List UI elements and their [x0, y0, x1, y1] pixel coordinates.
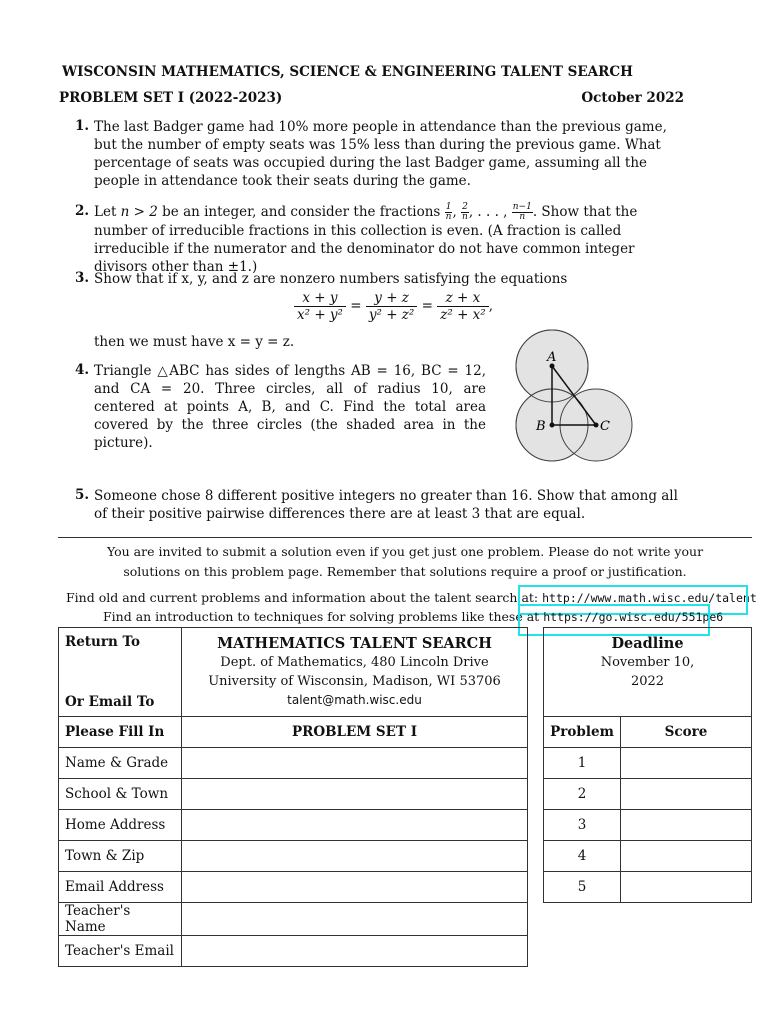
town-zip-field[interactable]: [182, 841, 528, 872]
please-fill-in-label: Please Fill In: [59, 717, 182, 748]
problem-1-text: The last Badger game had 10% more people in attendance than the previous game, but the number of empty seats was 15% less than during the previous game. What percentage of seats was occupied during the last Badger game, assuming all the people in attendance took their seats during the game.: [94, 119, 667, 189]
problem-number: 2.: [75, 203, 90, 219]
intro-techniques-link[interactable]: https://go.wisc.edu/551pe6: [543, 610, 724, 624]
deadline-year: 2022: [630, 674, 665, 689]
label-b: B: [536, 419, 546, 434]
problem-number: 3.: [75, 270, 90, 286]
label-a: A: [547, 350, 557, 365]
org-email[interactable]: talent@math.wisc.edu: [287, 693, 422, 707]
divider: [58, 537, 752, 538]
page-title: WISCONSIN MATHEMATICS, SCIENCE & ENGINEERING TALENT SEARCH: [62, 64, 633, 80]
problem-column-header: Problem: [544, 717, 621, 748]
problem-number: 4.: [75, 362, 90, 378]
problem-number-cell: 5: [544, 872, 621, 903]
deadline-date: November 10,: [600, 655, 695, 670]
label-c: C: [600, 419, 610, 434]
problem-set-label: PROBLEM SET I (2022-2023): [59, 90, 283, 106]
fraction-2-over-n: $\frac{2}{n}$: [462, 202, 468, 222]
problem-number: 1.: [75, 118, 90, 134]
problem-3-equation: $\frac{x + y}{\text{x² + y²}}$ = $\frac{y + z}{\text{y² + z²}}$ = $\frac{z + x}{\text{z² + x²}}$ ,: [294, 290, 493, 323]
field-label: Teacher's Name: [59, 903, 182, 936]
score-column-header: Score: [621, 717, 752, 748]
problem-4-text: Triangle △ABC has sides of lengths AB = 16, BC = 12, and CA = 20. Three circles, all of radius 10, are centered at points A, B, and C. Find the total area covered by the three circles (the shaded area in the picture).: [94, 363, 486, 451]
problem-2-text: Let n > 2 be an integer, and consider the fractions $\frac{1}{n}$ , $\frac{2}{n}$ , . . . , $\frac{n-1}{n}$ . Show that the number of irreducible fractions in this collection is even. (A fraction is called irreducible if the numerator and the denominator do not have common integer divisors other than ±1.): [94, 202, 638, 275]
score-table: [543, 627, 752, 903]
home-address-field[interactable]: [182, 810, 528, 841]
school-town-field[interactable]: [182, 779, 528, 810]
problem-number: 5.: [75, 487, 90, 503]
org-title: MATHEMATICS TALENT SEARCH: [217, 635, 492, 652]
field-label: Email Address: [59, 872, 182, 903]
deadline-label: Deadline: [611, 635, 684, 652]
problem-3-text: Show that if x, y, and z are nonzero numbers satisfying the equations: [94, 271, 568, 287]
field-label: Home Address: [59, 810, 182, 841]
notice-line-2: solutions on this problem page. Remember that solutions require a proof or justification.: [123, 564, 687, 579]
score-cell[interactable]: [621, 872, 752, 903]
score-cell[interactable]: [621, 779, 752, 810]
score-cell[interactable]: [621, 748, 752, 779]
submission-form-table: [58, 627, 528, 967]
talent-search-link[interactable]: http://www.math.wisc.edu/talent: [542, 591, 757, 605]
teacher-name-field[interactable]: [182, 903, 528, 936]
or-email-to-label: Or Email To: [65, 694, 155, 710]
org-dept: Dept. of Mathematics, 480 Lincoln Drive: [220, 655, 489, 670]
name-grade-field[interactable]: [182, 748, 528, 779]
return-to-label: Return To: [65, 634, 140, 650]
email-address-field[interactable]: [182, 872, 528, 903]
find-problems-line: Find old and current problems and information about the talent search at: http://www.math.wisc.edu/talent: [66, 590, 757, 605]
problem-number-cell: 2: [544, 779, 621, 810]
problem-number-cell: 4: [544, 841, 621, 872]
score-cell[interactable]: [621, 810, 752, 841]
field-label: Teacher's Email: [59, 936, 182, 967]
problem-set-date: October 2022: [581, 90, 684, 106]
field-label: Town & Zip: [59, 841, 182, 872]
problem-number-cell: 1: [544, 748, 621, 779]
problem-number-cell: 3: [544, 810, 621, 841]
org-university: University of Wisconsin, Madison, WI 53706: [208, 674, 501, 689]
fraction-n-minus-1-over-n: $\frac{n-1}{n}$: [512, 202, 532, 222]
point-c: [594, 423, 599, 428]
notice-line-1: You are invited to submit a solution even if you get just one problem. Please do not write your: [106, 544, 704, 559]
point-b: [550, 423, 555, 428]
teacher-email-field[interactable]: [182, 936, 528, 967]
problem-set-cell: PROBLEM SET I: [182, 717, 528, 748]
find-intro-line: Find an introduction to techniques for solving problems like these at https://go.wisc.edu/551pe6: [103, 609, 724, 624]
score-cell[interactable]: [621, 841, 752, 872]
field-label: School & Town: [59, 779, 182, 810]
fraction-1-over-n: $\frac{1}{n}$: [445, 202, 452, 222]
problem-5-text: Someone chose 8 different positive integers no greater than 16. Show that among all of their positive pairwise differences there are at least 3 that are equal.: [94, 488, 678, 522]
problem-3-conclusion: then we must have x = y = z.: [94, 334, 295, 350]
field-label: Name & Grade: [59, 748, 182, 779]
three-circles-figure: [510, 326, 640, 466]
